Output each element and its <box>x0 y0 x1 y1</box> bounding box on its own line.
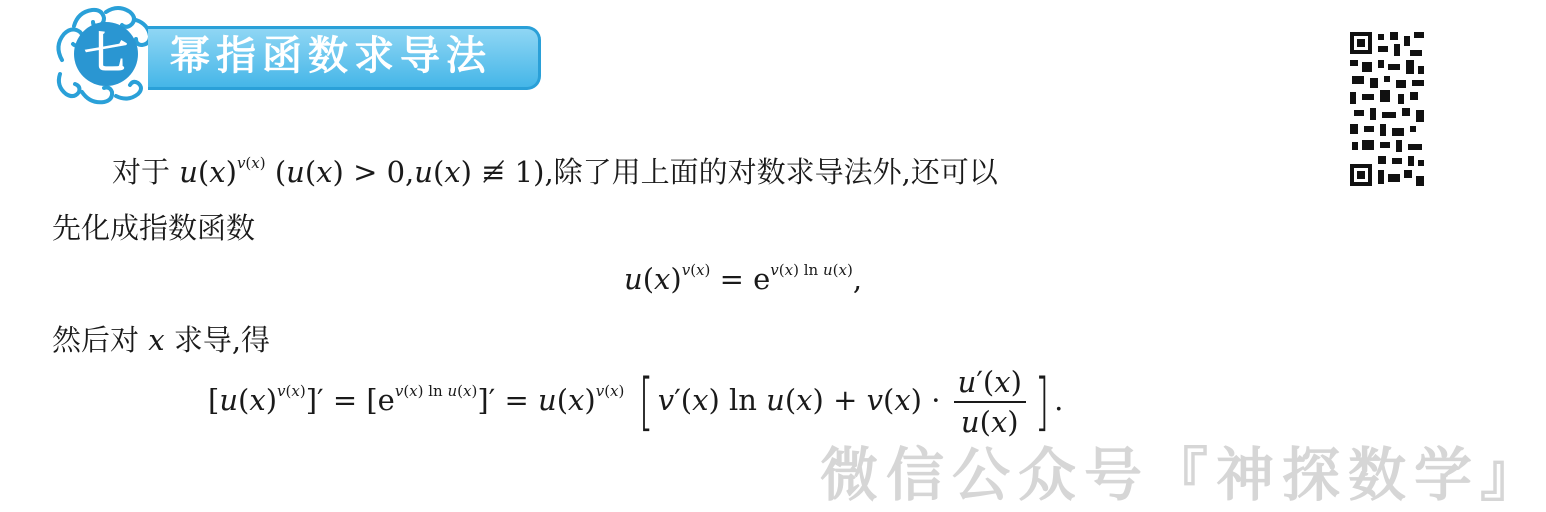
paragraph-line-1 <box>112 150 998 191</box>
equation-exponential-form: $u(x)^{v(x)} = e^{v(x) ln u(x)}$, <box>624 261 863 296</box>
math-power-function: $u(x)^{v(x)}$ (u(x) > 0,u(x) ≢ 1 <box>179 154 534 189</box>
text-line1-tail: ),除了用上面的对数求导法外,还可以 <box>533 155 998 189</box>
paragraph-line-2: 先化成指数函数 <box>52 211 256 245</box>
section-number: 七 <box>84 28 128 79</box>
paragraph-line-3 <box>52 318 270 359</box>
text-derivative: 求导,得 <box>173 323 271 357</box>
section-title: 幂指函数求导法 <box>170 33 492 79</box>
equation-derivative: $[u(x)^{v(x)}]' = [e^{v(x) ln u(x)}]' = u(x)^{v(x)}$ [ v′(x) ln u(x) + v(x) · $\frac{u'(x)}{u(x)}$ ] . <box>208 365 1064 439</box>
watermark: 微信公众号『神探数学』 <box>820 441 1546 509</box>
text-for: 对于 <box>112 155 171 189</box>
fraction: $\frac{u'(x)}{u(x)}$ <box>954 365 1026 439</box>
text-then: 然后对 <box>52 323 140 357</box>
comma-separator: , <box>405 155 415 189</box>
qr-code-icon <box>1348 30 1426 190</box>
variable-x: x <box>148 323 165 357</box>
